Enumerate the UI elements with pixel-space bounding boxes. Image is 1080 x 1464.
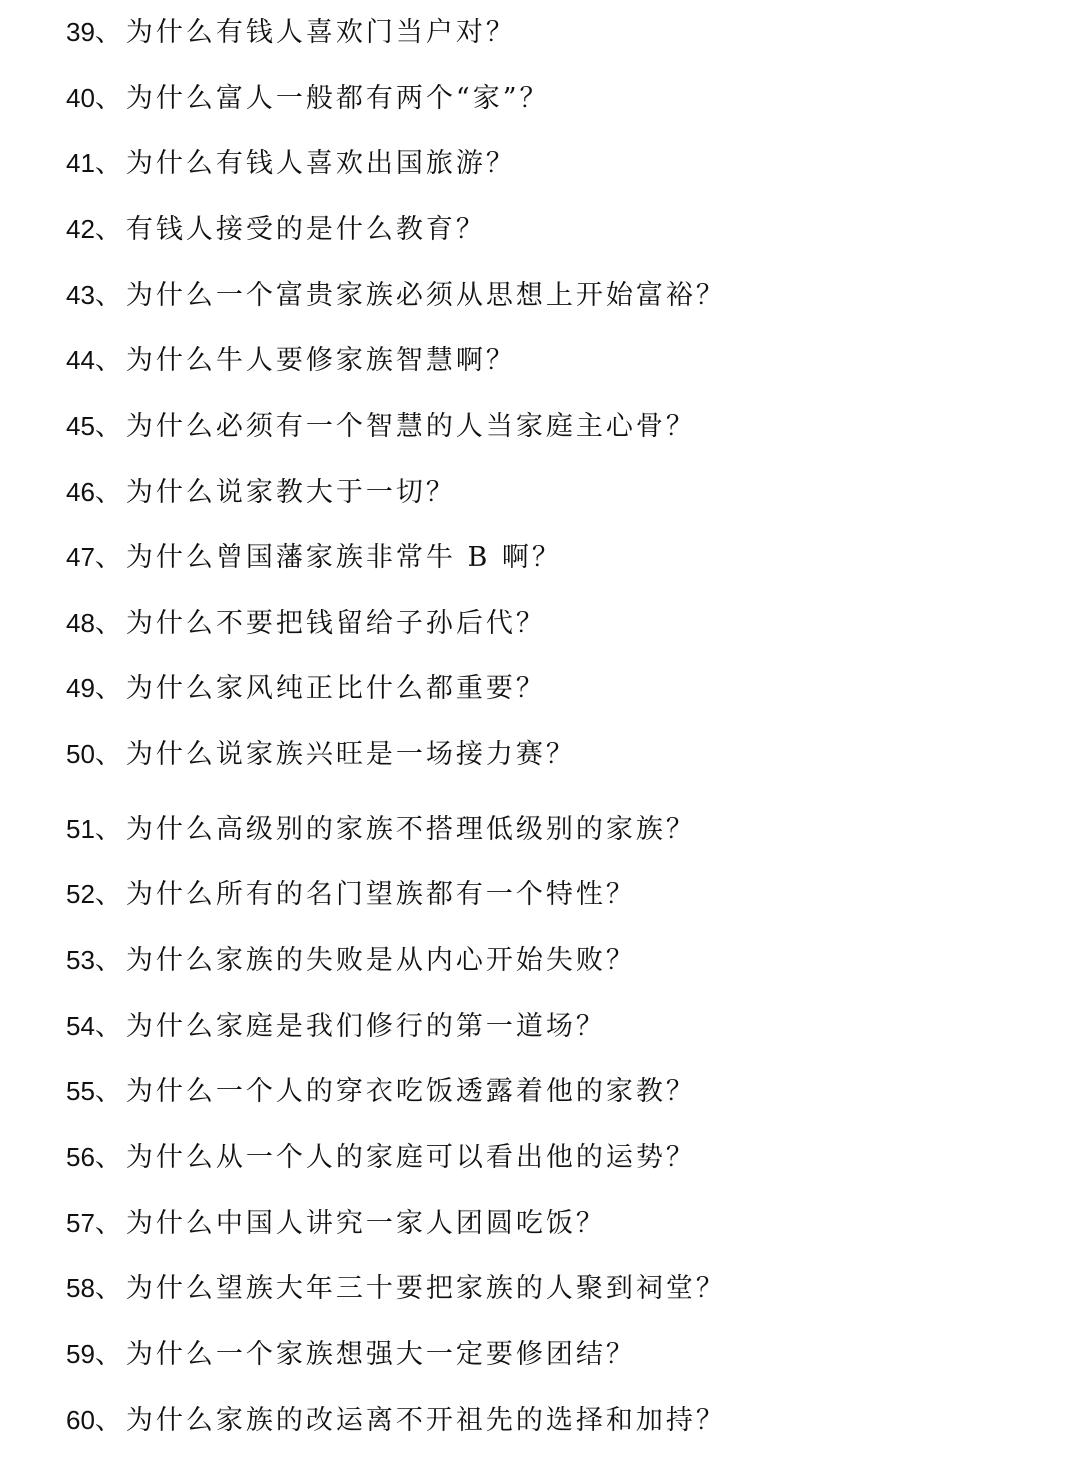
item-separator: 、: [94, 608, 122, 639]
item-separator: 、: [94, 673, 122, 704]
item-separator: 、: [94, 1208, 122, 1239]
item-text: 为什么中国人讲究一家人团圆吃饭？: [125, 1208, 606, 1239]
item-text: 为什么说家族兴旺是一场接力赛？: [125, 739, 576, 770]
list-item: [66, 668, 546, 708]
list-item: [66, 472, 456, 512]
item-number: 46: [66, 477, 95, 507]
item-number: 42: [66, 214, 95, 244]
item-number: 49: [66, 673, 95, 703]
list-item: [66, 1400, 726, 1440]
item-text: 为什么望族大年三十要把家族的人聚到祠堂？: [125, 1273, 726, 1304]
item-separator: 、: [94, 477, 122, 508]
item-number: 43: [66, 280, 95, 310]
item-text: 为什么从一个人的家庭可以看出他的运势？: [125, 1142, 696, 1173]
item-number: 41: [66, 148, 95, 178]
list-item: [66, 78, 550, 118]
item-number: 55: [66, 1076, 95, 1106]
item-separator: 、: [94, 542, 122, 573]
item-separator: 、: [94, 739, 122, 770]
list-item: [66, 734, 576, 774]
item-text: 为什么家族的失败是从内心开始失败？: [125, 945, 636, 976]
list-item: [66, 809, 696, 849]
list-item: [66, 12, 516, 52]
list-item: [66, 143, 516, 183]
item-separator: 、: [94, 879, 122, 910]
item-number: 59: [66, 1339, 95, 1369]
item-number: 53: [66, 945, 95, 975]
item-text: 为什么曾国藩家族非常牛 B 啊？: [125, 542, 562, 573]
item-text: 为什么家风纯正比什么都重要？: [125, 673, 546, 704]
item-number: 48: [66, 608, 95, 638]
item-number: 58: [66, 1273, 95, 1303]
item-separator: 、: [94, 17, 122, 48]
list-item: [66, 275, 726, 315]
item-separator: 、: [94, 411, 122, 442]
list-item: [66, 406, 696, 446]
item-text: 为什么一个富贵家族必须从思想上开始富裕？: [125, 280, 726, 311]
item-text: 为什么一个家族想强大一定要修团结？: [125, 1339, 636, 1370]
item-text: 为什么家庭是我们修行的第一道场？: [125, 1011, 606, 1042]
item-text: 为什么一个人的穿衣吃饭透露着他的家教？: [125, 1076, 696, 1107]
item-separator: 、: [94, 1076, 122, 1107]
item-number: 54: [66, 1011, 95, 1041]
item-separator: 、: [94, 1273, 122, 1304]
list-item: [66, 1137, 696, 1177]
item-separator: 、: [94, 280, 122, 311]
list-item: [66, 1071, 696, 1111]
item-text: 为什么不要把钱留给子孙后代？: [125, 608, 546, 639]
item-separator: 、: [94, 1011, 122, 1042]
list-item: [66, 537, 562, 577]
list-item: [66, 340, 516, 380]
item-separator: 、: [94, 148, 122, 179]
item-separator: 、: [94, 1405, 122, 1436]
item-separator: 、: [94, 814, 122, 845]
item-number: 44: [66, 345, 95, 375]
item-text: 为什么所有的名门望族都有一个特性？: [125, 879, 636, 910]
item-number: 60: [66, 1405, 95, 1435]
list-item: [66, 1268, 726, 1308]
list-item: [66, 209, 486, 249]
item-number: 47: [66, 542, 95, 572]
item-separator: 、: [94, 945, 122, 976]
item-separator: 、: [94, 345, 122, 376]
item-text: 为什么有钱人喜欢门当户对？: [125, 17, 516, 48]
list-item: [66, 603, 546, 643]
item-number: 45: [66, 411, 95, 441]
item-separator: 、: [94, 214, 122, 245]
item-text: 为什么必须有一个智慧的人当家庭主心骨？: [125, 411, 696, 442]
list-item: [66, 1203, 606, 1243]
item-text: 为什么有钱人喜欢出国旅游？: [125, 148, 516, 179]
item-text: 为什么高级别的家族不搭理低级别的家族？: [125, 814, 696, 845]
list-item: [66, 874, 636, 914]
item-text: 为什么说家教大于一切？: [125, 477, 456, 508]
list-item: [66, 1006, 606, 1046]
item-number: 39: [66, 17, 95, 47]
item-number: 56: [66, 1142, 95, 1172]
item-number: 51: [66, 814, 95, 844]
item-number: 50: [66, 739, 95, 769]
list-item: [66, 1334, 636, 1374]
item-number: 40: [66, 83, 95, 113]
list-item: [66, 940, 636, 980]
item-number: 52: [66, 879, 95, 909]
item-text: 为什么牛人要修家族智慧啊？: [125, 345, 516, 376]
item-separator: 、: [94, 1339, 122, 1370]
item-text: 为什么富人一般都有两个“家”？: [125, 83, 550, 114]
item-separator: 、: [94, 1142, 122, 1173]
item-number: 57: [66, 1208, 95, 1238]
item-text: 有钱人接受的是什么教育？: [125, 214, 486, 245]
item-text: 为什么家族的改运离不开祖先的选择和加持？: [125, 1405, 726, 1436]
item-separator: 、: [94, 83, 122, 114]
